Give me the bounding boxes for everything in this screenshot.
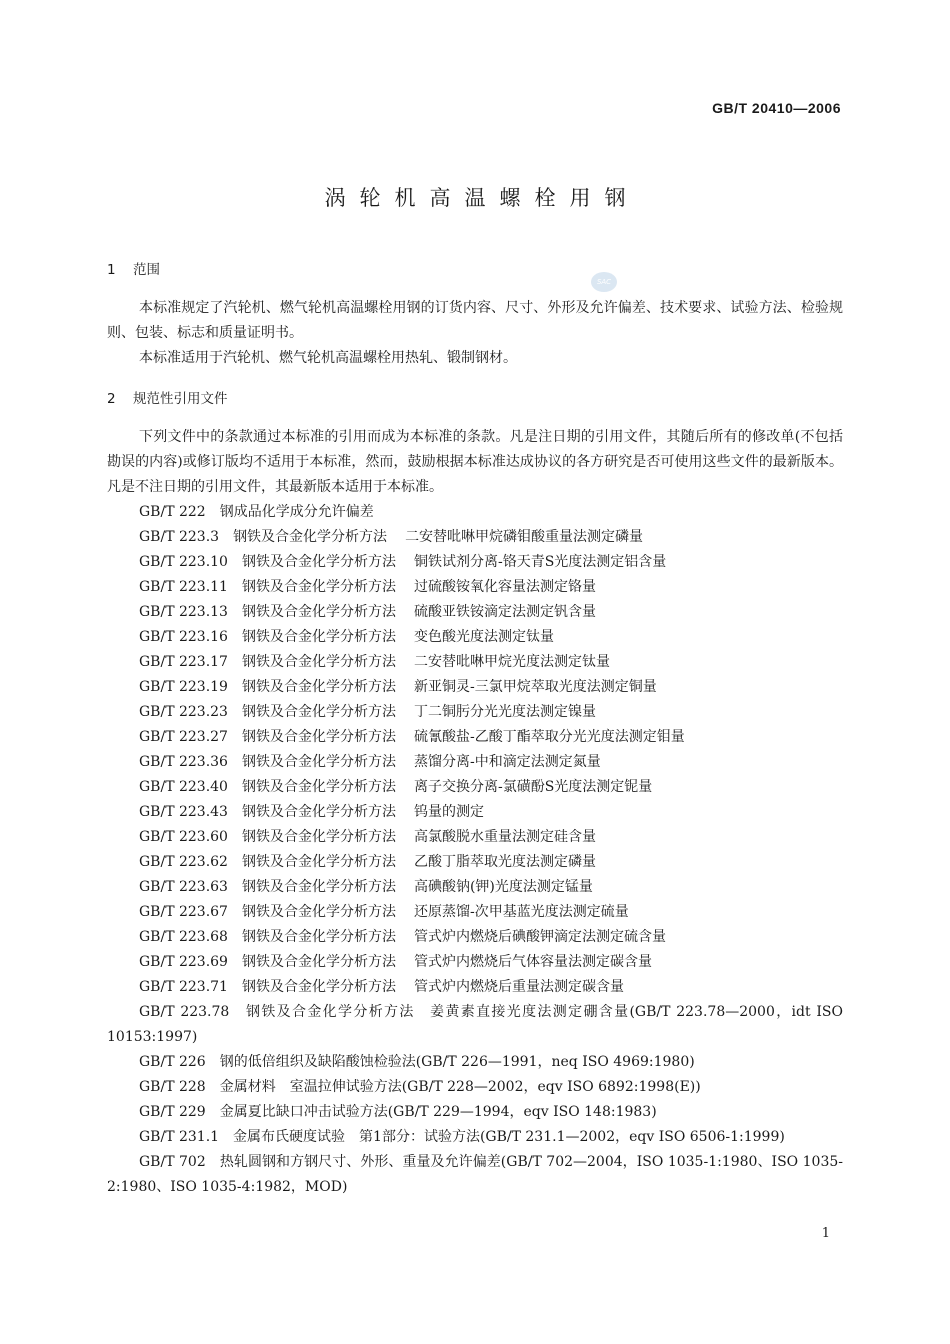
reference-code: GB/T 223.19 (139, 679, 228, 695)
reference-code: GB/T 223.63 (139, 879, 228, 895)
reference-item (107, 500, 843, 525)
reference-code: GB/T 223.36 (139, 754, 228, 770)
reference-item (107, 675, 843, 700)
reference-code: GB/T 223.62 (139, 854, 228, 870)
reference-item (107, 850, 843, 875)
reference-item (107, 550, 843, 575)
reference-title: 钢铁及合金化学分析方法 (241, 904, 396, 920)
reference-code: GB/T 223.27 (139, 729, 228, 745)
paragraph: 本标准规定了汽轮机、燃气轮机高温螺栓用钢的订货内容、尺寸、外形及允许偏差、技术要求、试验方法、检验规则、包装、标志和质量证明书。 (107, 300, 843, 341)
reference-item: GB/T 226 钢的低倍组织及缺陷酸蚀检验法(GB/T 226—1991，neq ISO 4969:1980) (139, 1054, 695, 1070)
reference-method: 还原蒸馏-次甲基蓝光度法测定硫量 (413, 904, 629, 920)
reference-method: 乙酸丁脂萃取光度法测定磷量 (413, 854, 596, 870)
reference-item: GB/T 231.1 金属布氏硬度试验 第1部分：试验方法(GB/T 231.1—2002，eqv ISO 6506-1:1999) (139, 1129, 785, 1145)
reference-title: 钢铁及合金化学分析方法 (233, 529, 388, 545)
reference-code: GB/T 223.17 (139, 654, 228, 670)
standard-code: GB/T 20410—2006 (712, 100, 841, 116)
reference-title: 钢铁及合金化学分析方法 (241, 554, 396, 570)
reference-title: 钢铁及合金化学分析方法 (241, 754, 396, 770)
reference-method: 新亚铜灵-三氯甲烷萃取光度法测定铜量 (413, 679, 657, 695)
reference-method: 高氯酸脱水重量法测定硅含量 (413, 829, 596, 845)
reference-method: 铜铁试剂分离-铬天青S光度法测定铝含量 (413, 554, 667, 570)
reference-item: GB/T 228 金属材料 室温拉伸试验方法(GB/T 228—2002，eqv ISO 6892:1998(E)) (139, 1079, 701, 1095)
reference-item (107, 925, 843, 950)
reference-method: 变色酸光度法测定钛量 (413, 629, 554, 645)
reference-code: GB/T 223.69 (139, 954, 228, 970)
document-body (107, 258, 843, 1200)
reference-method: 过硫酸铵氧化容量法测定铬量 (413, 579, 596, 595)
section-2-heading (107, 387, 843, 411)
reference-title: 钢铁及合金化学分析方法 (241, 879, 396, 895)
reference-title: 钢铁及合金化学分析方法 (241, 654, 396, 670)
paragraph: 本标准适用于汽轮机、燃气轮机高温螺栓用热轧、锻制钢材。 (139, 350, 517, 366)
reference-code: GB/T 223.43 (139, 804, 228, 820)
reference-item (107, 800, 843, 825)
section-title: 规范性引用文件 (133, 391, 228, 407)
reference-method: 二安替吡啉甲烷磷钼酸重量法测定磷量 (405, 529, 644, 545)
reference-title: 钢铁及合金化学分析方法 (241, 929, 396, 945)
reference-method: 管式炉内燃烧后重量法测定碳含量 (413, 979, 624, 995)
reference-title: 钢铁及合金化学分析方法 (241, 829, 396, 845)
paragraph: 下列文件中的条款通过本标准的引用而成为本标准的条款。凡是注日期的引用文件，其随后所有的修改单(不包括勘误的内容)或修订版均不适用于本标准，然而，鼓励根据本标准达成协议的各方研究是否可使用这些文件的最新版本。凡是不注日期的引用文件，其最新版本适用于本标准。 (107, 429, 843, 495)
reference-method: 高碘酸钠(钾)光度法测定锰量 (413, 879, 593, 895)
document-title: 涡轮机高温螺栓用钢 (324, 186, 640, 210)
reference-method: 管式炉内燃烧后碘酸钾滴定法测定硫含量 (413, 929, 666, 945)
reference-method: 管式炉内燃烧后气体容量法测定碳含量 (413, 954, 652, 970)
reference-title: 钢成品化学成分允许偏差 (219, 504, 374, 520)
reference-title: 钢铁及合金化学分析方法 (241, 704, 396, 720)
reference-method: 蒸馏分离-中和滴定法测定氮量 (413, 754, 601, 770)
reference-item (107, 825, 843, 850)
reference-item (107, 525, 843, 550)
reference-item (107, 750, 843, 775)
reference-title: 钢铁及合金化学分析方法 (241, 629, 396, 645)
reference-list (107, 500, 843, 1000)
reference-title: 钢铁及合金化学分析方法 (241, 729, 396, 745)
reference-code: GB/T 223.23 (139, 704, 228, 720)
section-number: 1 (107, 262, 116, 278)
reference-title: 钢铁及合金化学分析方法 (241, 679, 396, 695)
reference-title: 钢铁及合金化学分析方法 (241, 854, 396, 870)
reference-code: GB/T 223.71 (139, 979, 228, 995)
reference-item (107, 950, 843, 975)
reference-method: 硫酸亚铁铵滴定法测定钒含量 (413, 604, 596, 620)
reference-code: GB/T 223.68 (139, 929, 228, 945)
watermark-logo: SAC (591, 272, 617, 292)
reference-title: 钢铁及合金化学分析方法 (241, 804, 396, 820)
page-number: 1 (821, 1226, 830, 1241)
reference-item (107, 575, 843, 600)
reference-item (107, 775, 843, 800)
reference-code: GB/T 223.67 (139, 904, 228, 920)
reference-item: GB/T 702 热轧圆钢和方钢尺寸、外形、重量及允许偏差(GB/T 702—2004，ISO 1035-1:1980、ISO 1035-2:1980、ISO 1035-4:1982，MOD) (107, 1154, 843, 1195)
reference-title: 钢铁及合金化学分析方法 (241, 979, 396, 995)
reference-item (107, 975, 843, 1000)
reference-title: 钢铁及合金化学分析方法 (241, 579, 396, 595)
section-1-heading (107, 258, 843, 282)
reference-code: GB/T 223.60 (139, 829, 228, 845)
reference-item (107, 725, 843, 750)
reference-code: GB/T 223.13 (139, 604, 228, 620)
reference-title: 钢铁及合金化学分析方法 (241, 954, 396, 970)
reference-method: 二安替吡啉甲烷光度法测定钛量 (413, 654, 610, 670)
reference-method: 离子交换分离-氯磺酚S光度法测定铌量 (413, 779, 653, 795)
reference-code: GB/T 223.16 (139, 629, 228, 645)
reference-item (107, 600, 843, 625)
reference-code: GB/T 222 (139, 504, 206, 520)
reference-item: GB/T 223.78 钢铁及合金化学分析方法 姜黄素直接光度法测定硼含量(GB/T 223.78—2000，idt ISO 10153:1997) (107, 1004, 843, 1045)
reference-item (107, 875, 843, 900)
section-number: 2 (107, 391, 116, 407)
reference-title: 钢铁及合金化学分析方法 (241, 604, 396, 620)
reference-item (107, 650, 843, 675)
section-title: 范围 (133, 262, 160, 278)
reference-method: 丁二铜肟分光光度法测定镍量 (413, 704, 596, 720)
reference-title: 钢铁及合金化学分析方法 (241, 779, 396, 795)
reference-code: GB/T 223.3 (139, 529, 220, 545)
reference-item: GB/T 229 金属夏比缺口冲击试验方法(GB/T 229—1994，eqv ISO 148:1983) (139, 1104, 657, 1120)
reference-method: 钨量的测定 (413, 804, 484, 820)
reference-code: GB/T 223.10 (139, 554, 228, 570)
reference-item (107, 625, 843, 650)
reference-item (107, 700, 843, 725)
reference-code: GB/T 223.40 (139, 779, 228, 795)
reference-method: 硫氰酸盐-乙酸丁酯萃取分光光度法测定钼量 (413, 729, 685, 745)
reference-code: GB/T 223.11 (139, 579, 228, 595)
reference-item (107, 900, 843, 925)
